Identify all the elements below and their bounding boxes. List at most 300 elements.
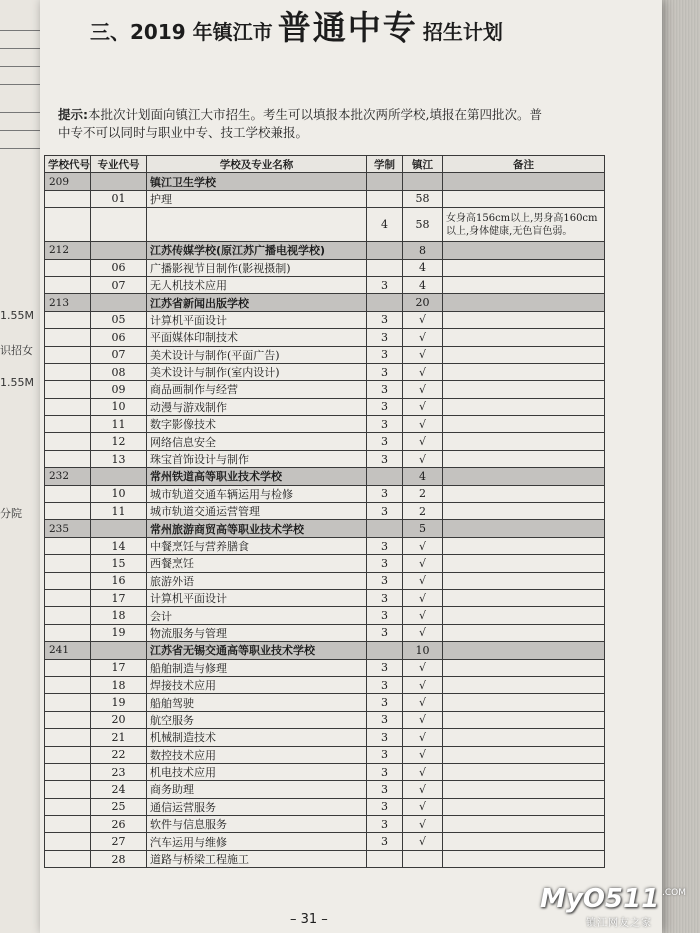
school-row	[45, 520, 605, 537]
school-code-cell	[45, 398, 91, 415]
quota-cell: √	[403, 555, 443, 572]
major-code-cell: 22	[91, 746, 147, 763]
quota-cell: √	[403, 311, 443, 328]
remark-cell	[443, 537, 605, 554]
table-row	[45, 729, 605, 746]
table-row	[45, 624, 605, 641]
remark-cell	[443, 259, 605, 276]
major-name-cell: 珠宝首饰设计与制作	[147, 450, 367, 467]
remark-cell: 女身高156cm以上,男身高160cm以上,身体健康,无色盲色弱。	[443, 208, 605, 242]
major-name-cell: 商务助理	[147, 781, 367, 798]
years-cell	[367, 294, 403, 311]
table-row	[45, 208, 605, 242]
table-row	[45, 694, 605, 711]
major-code-cell: 18	[91, 607, 147, 624]
major-name-cell: 焊接技术应用	[147, 676, 367, 693]
school-code-cell	[45, 346, 91, 363]
major-name-cell: 护理	[147, 190, 367, 207]
years-cell	[367, 642, 403, 659]
school-code-cell: 212	[45, 242, 91, 259]
table-row	[45, 450, 605, 467]
major-code-cell: 08	[91, 363, 147, 380]
quota-cell: √	[403, 833, 443, 850]
major-name-cell: 计算机平面设计	[147, 311, 367, 328]
table-row	[45, 607, 605, 624]
years-cell	[367, 468, 403, 485]
remark-cell	[443, 833, 605, 850]
quota-cell: √	[403, 694, 443, 711]
school-row	[45, 468, 605, 485]
remark-cell	[443, 468, 605, 485]
quota-cell	[403, 173, 443, 190]
table-row	[45, 816, 605, 833]
years-cell: 3	[367, 381, 403, 398]
years-cell: 3	[367, 624, 403, 641]
school-code-cell	[45, 659, 91, 676]
school-row	[45, 242, 605, 259]
table-row	[45, 329, 605, 346]
school-code-cell	[45, 729, 91, 746]
header-major-code: 专业代号	[91, 156, 147, 173]
school-code-cell	[45, 311, 91, 328]
school-code-cell	[45, 694, 91, 711]
school-code-cell	[45, 433, 91, 450]
table-row	[45, 798, 605, 815]
watermark-domain: .COM	[662, 888, 686, 898]
school-code-cell	[45, 208, 91, 242]
major-code-cell	[91, 208, 147, 242]
school-code-cell	[45, 798, 91, 815]
years-cell: 3	[367, 503, 403, 520]
school-name-cell: 江苏省无锡交通高等职业技术学校	[147, 642, 367, 659]
major-code-cell: 10	[91, 398, 147, 415]
years-cell: 3	[367, 416, 403, 433]
school-code-cell	[45, 416, 91, 433]
title-city: 镇江市	[212, 20, 273, 44]
school-row	[45, 294, 605, 311]
school-code-cell: 241	[45, 642, 91, 659]
major-name-cell: 广播影视节目制作(影视摄制)	[147, 259, 367, 276]
table-row	[45, 381, 605, 398]
remark-cell	[443, 311, 605, 328]
years-cell: 3	[367, 329, 403, 346]
school-code-cell	[45, 572, 91, 589]
header-remark: 备注	[443, 156, 605, 173]
school-code-cell: 213	[45, 294, 91, 311]
major-code-cell: 19	[91, 624, 147, 641]
school-code-cell	[45, 485, 91, 502]
quota-cell	[403, 850, 443, 867]
table-row	[45, 398, 605, 415]
school-name-cell: 常州铁道高等职业技术学校	[147, 468, 367, 485]
remark-cell	[443, 589, 605, 606]
book-page-stack	[660, 0, 700, 933]
title-plan: 招生计划	[422, 20, 503, 44]
major-name-cell: 无人机技术应用	[147, 276, 367, 293]
table-row	[45, 555, 605, 572]
remark-cell	[443, 607, 605, 624]
remark-cell	[443, 450, 605, 467]
years-cell	[367, 520, 403, 537]
school-code-cell	[45, 607, 91, 624]
major-code-cell: 11	[91, 416, 147, 433]
years-cell: 3	[367, 589, 403, 606]
quota-cell: √	[403, 607, 443, 624]
quota-cell: √	[403, 798, 443, 815]
remark-cell	[443, 503, 605, 520]
left-fragment: 分院	[0, 507, 22, 520]
years-cell	[367, 242, 403, 259]
remark-cell	[443, 572, 605, 589]
remark-cell	[443, 729, 605, 746]
years-cell	[367, 850, 403, 867]
left-fragment: 1.55M	[0, 376, 34, 389]
years-cell: 3	[367, 729, 403, 746]
table-row	[45, 276, 605, 293]
quota-cell: 10	[403, 642, 443, 659]
remark-cell	[443, 659, 605, 676]
years-cell: 3	[367, 311, 403, 328]
quota-cell: √	[403, 816, 443, 833]
years-cell: 3	[367, 798, 403, 815]
table-row	[45, 850, 605, 867]
years-cell: 3	[367, 485, 403, 502]
major-code-cell: 12	[91, 433, 147, 450]
years-cell: 3	[367, 816, 403, 833]
watermark-subtitle: 镇江网友之家	[586, 918, 652, 929]
school-code-cell	[45, 276, 91, 293]
school-code-cell	[45, 259, 91, 276]
table-body	[45, 173, 605, 868]
major-code-cell: 21	[91, 729, 147, 746]
major-code-cell: 18	[91, 676, 147, 693]
years-cell: 3	[367, 781, 403, 798]
table-row	[45, 259, 605, 276]
major-code-cell: 13	[91, 450, 147, 467]
remark-cell	[443, 763, 605, 780]
major-code-cell	[91, 468, 147, 485]
major-code-cell: 06	[91, 259, 147, 276]
table-row	[45, 190, 605, 207]
table-row	[45, 711, 605, 728]
table-row	[45, 346, 605, 363]
school-code-cell	[45, 329, 91, 346]
major-code-cell	[91, 520, 147, 537]
quota-cell: √	[403, 329, 443, 346]
major-code-cell: 16	[91, 572, 147, 589]
years-cell: 3	[367, 433, 403, 450]
school-code-cell: 235	[45, 520, 91, 537]
major-name-cell: 美术设计与制作(平面广告)	[147, 346, 367, 363]
school-code-cell	[45, 833, 91, 850]
years-cell	[367, 190, 403, 207]
major-code-cell: 28	[91, 850, 147, 867]
major-name-cell: 汽车运用与维修	[147, 833, 367, 850]
years-cell: 3	[367, 450, 403, 467]
major-name-cell: 城市轨道交通运营管理	[147, 503, 367, 520]
years-cell	[367, 259, 403, 276]
remark-cell	[443, 346, 605, 363]
quota-cell: 58	[403, 208, 443, 242]
enrollment-table	[44, 155, 605, 868]
major-code-cell	[91, 642, 147, 659]
table-row	[45, 676, 605, 693]
years-cell: 3	[367, 363, 403, 380]
major-code-cell: 20	[91, 711, 147, 728]
remark-cell	[443, 781, 605, 798]
years-cell: 3	[367, 607, 403, 624]
major-name-cell: 机电技术应用	[147, 763, 367, 780]
years-cell: 3	[367, 833, 403, 850]
remark-cell	[443, 294, 605, 311]
quota-cell: √	[403, 763, 443, 780]
remark-cell	[443, 746, 605, 763]
major-code-cell: 19	[91, 694, 147, 711]
major-code-cell	[91, 242, 147, 259]
quota-cell: √	[403, 398, 443, 415]
school-code-cell	[45, 555, 91, 572]
remark-cell	[443, 329, 605, 346]
major-code-cell: 24	[91, 781, 147, 798]
school-row	[45, 642, 605, 659]
remark-cell	[443, 676, 605, 693]
school-code-cell	[45, 624, 91, 641]
quota-cell: √	[403, 450, 443, 467]
notice-label: 提示:	[58, 107, 88, 122]
table-row	[45, 659, 605, 676]
quota-cell: 4	[403, 276, 443, 293]
quota-cell: √	[403, 746, 443, 763]
notice-text	[58, 106, 618, 142]
major-name-cell: 美术设计与制作(室内设计)	[147, 363, 367, 380]
school-code-cell: 209	[45, 173, 91, 190]
remark-cell	[443, 363, 605, 380]
header-name: 学校及专业名称	[147, 156, 367, 173]
major-name-cell: 会计	[147, 607, 367, 624]
remark-cell	[443, 694, 605, 711]
school-row	[45, 173, 605, 190]
years-cell: 3	[367, 555, 403, 572]
major-name-cell: 航空服务	[147, 711, 367, 728]
school-code-cell	[45, 746, 91, 763]
remark-cell	[443, 242, 605, 259]
years-cell: 3	[367, 398, 403, 415]
site-watermark	[540, 884, 700, 930]
major-code-cell: 25	[91, 798, 147, 815]
remark-cell	[443, 190, 605, 207]
quota-cell: 2	[403, 485, 443, 502]
quota-cell: 5	[403, 520, 443, 537]
major-name-cell: 物流服务与管理	[147, 624, 367, 641]
header-school-code: 学校代号	[45, 156, 91, 173]
quota-cell: 2	[403, 503, 443, 520]
major-name-cell: 船舶制造与修理	[147, 659, 367, 676]
school-code-cell	[45, 503, 91, 520]
years-cell: 3	[367, 572, 403, 589]
major-code-cell: 10	[91, 485, 147, 502]
notice-body: 本批次计划面向镇江大市招生。考生可以填报本批次两所学校,填报在第四批次。普	[88, 107, 542, 122]
major-code-cell: 11	[91, 503, 147, 520]
remark-cell	[443, 711, 605, 728]
major-code-cell: 27	[91, 833, 147, 850]
table-row	[45, 763, 605, 780]
years-cell: 3	[367, 537, 403, 554]
school-code-cell	[45, 381, 91, 398]
remark-cell	[443, 416, 605, 433]
table-row	[45, 537, 605, 554]
school-code-cell	[45, 537, 91, 554]
school-name-cell: 江苏传媒学校(原江苏广播电视学校)	[147, 242, 367, 259]
quota-cell: √	[403, 433, 443, 450]
major-code-cell: 17	[91, 659, 147, 676]
remark-cell	[443, 850, 605, 867]
quota-cell: √	[403, 381, 443, 398]
major-code-cell: 17	[91, 589, 147, 606]
quota-cell: √	[403, 346, 443, 363]
major-name-cell: 中餐烹饪与营养膳食	[147, 537, 367, 554]
page-title	[90, 2, 610, 66]
years-cell: 3	[367, 346, 403, 363]
major-name-cell: 船舶驾驶	[147, 694, 367, 711]
major-name-cell: 商品画制作与经营	[147, 381, 367, 398]
major-code-cell: 01	[91, 190, 147, 207]
table-row	[45, 503, 605, 520]
quota-cell: √	[403, 589, 443, 606]
school-code-cell	[45, 781, 91, 798]
remark-cell	[443, 555, 605, 572]
major-name-cell: 城市轨道交通车辆运用与检修	[147, 485, 367, 502]
major-code-cell	[91, 173, 147, 190]
table-row	[45, 485, 605, 502]
school-name-cell: 江苏省新闻出版学校	[147, 294, 367, 311]
table-row	[45, 589, 605, 606]
remark-cell	[443, 798, 605, 815]
major-code-cell: 15	[91, 555, 147, 572]
watermark-logo: MyO511	[540, 884, 660, 914]
quota-cell: √	[403, 781, 443, 798]
table-row	[45, 746, 605, 763]
quota-cell: √	[403, 572, 443, 589]
major-name-cell	[147, 208, 367, 242]
school-code-cell	[45, 676, 91, 693]
left-fragment: 1.55M	[0, 309, 34, 322]
major-name-cell: 动漫与游戏制作	[147, 398, 367, 415]
major-code-cell: 23	[91, 763, 147, 780]
major-name-cell: 平面媒体印制技术	[147, 329, 367, 346]
remark-cell	[443, 398, 605, 415]
school-code-cell	[45, 711, 91, 728]
major-name-cell: 西餐烹饪	[147, 555, 367, 572]
page-number: – 31 –	[290, 912, 328, 927]
notice-line2: 中专不可以同时与职业中专、技工学校兼报。	[58, 125, 309, 140]
years-cell: 3	[367, 276, 403, 293]
school-name-cell: 镇江卫生学校	[147, 173, 367, 190]
years-cell: 3	[367, 763, 403, 780]
quota-cell: 4	[403, 259, 443, 276]
school-code-cell	[45, 850, 91, 867]
major-name-cell: 网络信息安全	[147, 433, 367, 450]
major-code-cell: 26	[91, 816, 147, 833]
remark-cell	[443, 520, 605, 537]
years-cell	[367, 173, 403, 190]
title-category: 普通中专	[277, 8, 418, 47]
years-cell: 4	[367, 208, 403, 242]
quota-cell: 8	[403, 242, 443, 259]
remark-cell	[443, 816, 605, 833]
major-code-cell: 07	[91, 346, 147, 363]
table-row	[45, 416, 605, 433]
major-name-cell: 数字影像技术	[147, 416, 367, 433]
years-cell: 3	[367, 659, 403, 676]
school-code-cell	[45, 816, 91, 833]
table-row	[45, 311, 605, 328]
remark-cell	[443, 433, 605, 450]
major-name-cell: 道路与桥梁工程施工	[147, 850, 367, 867]
major-name-cell: 数控技术应用	[147, 746, 367, 763]
major-name-cell: 计算机平面设计	[147, 589, 367, 606]
left-fragment: 识招女	[0, 344, 33, 357]
table-row	[45, 433, 605, 450]
quota-cell: 4	[403, 468, 443, 485]
school-code-cell: 232	[45, 468, 91, 485]
quota-cell: √	[403, 711, 443, 728]
remark-cell	[443, 173, 605, 190]
table-row	[45, 363, 605, 380]
quota-cell: √	[403, 676, 443, 693]
table-header-row	[45, 156, 605, 173]
quota-cell: √	[403, 729, 443, 746]
school-code-cell	[45, 190, 91, 207]
remark-cell	[443, 276, 605, 293]
years-cell: 3	[367, 746, 403, 763]
major-name-cell: 软件与信息服务	[147, 816, 367, 833]
remark-cell	[443, 381, 605, 398]
quota-cell: 20	[403, 294, 443, 311]
major-code-cell: 06	[91, 329, 147, 346]
quota-cell: √	[403, 624, 443, 641]
years-cell: 3	[367, 694, 403, 711]
table-row	[45, 572, 605, 589]
header-zhenjiang: 镇江	[403, 156, 443, 173]
major-code-cell: 09	[91, 381, 147, 398]
quota-cell: √	[403, 659, 443, 676]
remark-cell	[443, 485, 605, 502]
major-code-cell: 07	[91, 276, 147, 293]
remark-cell	[443, 642, 605, 659]
major-name-cell: 通信运营服务	[147, 798, 367, 815]
quota-cell: √	[403, 416, 443, 433]
school-code-cell	[45, 363, 91, 380]
school-code-cell	[45, 589, 91, 606]
major-name-cell: 旅游外语	[147, 572, 367, 589]
quota-cell: 58	[403, 190, 443, 207]
quota-cell: √	[403, 363, 443, 380]
school-code-cell	[45, 450, 91, 467]
years-cell: 3	[367, 676, 403, 693]
header-years: 学制	[367, 156, 403, 173]
school-code-cell	[45, 763, 91, 780]
years-cell: 3	[367, 711, 403, 728]
major-code-cell	[91, 294, 147, 311]
table-row	[45, 781, 605, 798]
school-name-cell: 常州旅游商贸高等职业技术学校	[147, 520, 367, 537]
remark-cell	[443, 624, 605, 641]
quota-cell: √	[403, 537, 443, 554]
table-row	[45, 833, 605, 850]
major-code-cell: 05	[91, 311, 147, 328]
major-name-cell: 机械制造技术	[147, 729, 367, 746]
title-year: 三、2019 年	[90, 20, 213, 44]
